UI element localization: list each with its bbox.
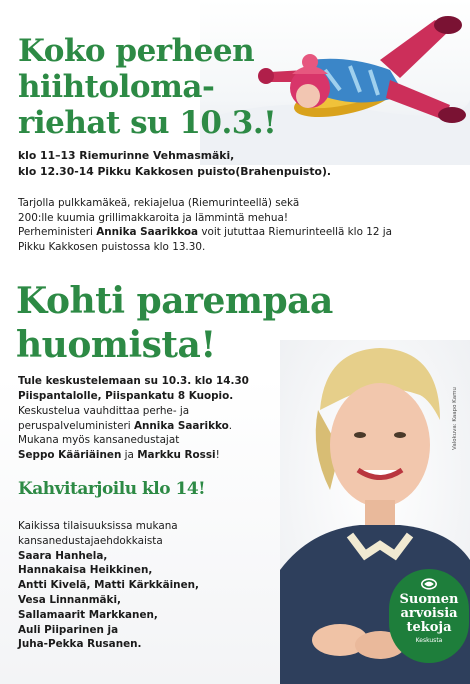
disc-text: peruspalveluministeri [18,419,134,432]
desc-text: Perheministeri [18,226,97,239]
desc-line-3 [18,225,458,240]
candidates-intro-2: kansanedustajaehdokkaista [18,534,163,547]
photo-credit: Valokuva: Kaapo Kamu [452,387,458,450]
headline-line-2: hiihtoloma- [18,69,215,105]
event-times [18,148,331,180]
candidate-line: Saara Hanhela, [18,549,108,562]
desc-line-1: Tarjolla pulkkamäkeä, rekiajelua (Riemurinteellä) sekä [18,197,300,209]
minister-name: Annika Saarikkoa [96,226,199,239]
logo-line-1: Suomen [399,592,459,607]
candidate-line: Antti Kivelä, Matti Kärkkäinen, [18,579,199,592]
candidate-line: Juha-Pekka Rusanen. [18,638,142,651]
headline2-line-1: Kohti parempaa [16,280,333,322]
minister-name: Annika Saarikko [133,419,229,432]
desc-text: voit jututtaa Riemurinteellä klo 12 ja [198,226,393,239]
logo-line-3: tekoja [406,620,452,635]
disc-line-4 [18,448,232,463]
logo-line-2: arvoisia [400,606,458,621]
candidate-line: Hannakaisa Heikkinen, [18,564,153,577]
disc-line-2 [18,419,232,434]
second-headline [16,279,333,367]
coffee-heading: Kahvitarjoilu klo 14! [18,479,206,499]
candidate-line: Vesa Linnanmäki, [18,593,121,606]
time-line-1: klo 11–13 Riemurinne Vehmasmäki, [18,149,235,162]
disc-text: . [228,419,233,432]
desc-line-2: 200:lle kuumia grillimakkaroita ja lämmintä mehua! [18,211,288,224]
event-description [18,196,458,254]
clover-icon [421,577,437,591]
time-line-2: klo 12.30-14 Pikku Kakkosen puisto(Brahenpuisto). [18,165,331,178]
disc-text: ja [121,448,138,461]
disc-line-3: Mukana myös kansanedustajat [18,434,180,447]
event-line-1: Tule keskustelemaan su 10.3. klo 14.30 [18,375,249,387]
disc-text: ! [215,448,220,461]
logo-text [389,593,469,635]
party-logo [389,569,469,663]
mp-name: Markku Rossi [137,448,216,461]
desc-line-4: Pikku Kakkosen puistossa klo 13.30. [18,240,206,253]
mp-name: Seppo Kääriäinen [18,448,122,461]
event-line-2: Piispantalolle, Piispankatu 8 Kuopio. [18,390,234,402]
discussion-event [18,374,249,404]
party-name: Keskusta [415,637,443,644]
candidates-block [18,519,199,652]
headline-line-3: riehat su 10.3.! [18,105,277,141]
discussion-description [18,404,232,462]
headline2-line-2: huomista! [16,324,216,366]
candidates-intro-1: Kaikissa tilaisuuksissa mukana [18,520,178,532]
candidate-line: Auli Piiparinen ja [18,623,119,636]
disc-line-1: Keskustelua vauhdittaa perhe- ja [18,405,190,417]
headline-line-1: Koko perheen [18,33,255,69]
main-headline [18,33,276,141]
candidate-line: Sallamaarit Markkanen, [18,608,158,621]
